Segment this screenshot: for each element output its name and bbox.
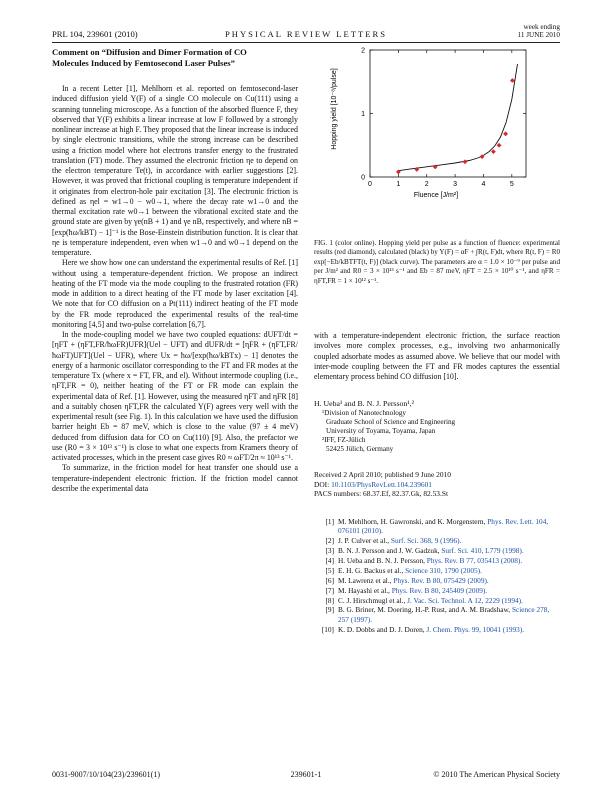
- figure-caption: FIG. 1 (color online). Hopping yield per pulse as a function of fluence: experimental results (red diamond), calculated (black) by Y(F) = αF + ∫R(t, F)dt, where R(t, F) = R0 exp[−Eb/kBTFT(t, F)] (black curve). The parameters are α = 1.0 × 10⁻⁹ per pulse and per J/m² and R0 = 3 × 10¹³ s⁻¹ and Eb = 87 meV, ηFT = 2.5 × 10¹⁰ s⁻¹, and ηFR = ηFT,FR = 1 × 10¹² s⁻¹.: [314, 239, 560, 285]
- reference-number: [5]: [325, 565, 334, 575]
- reference-item: [314, 625, 560, 634]
- reference-item: [314, 556, 560, 565]
- x-axis-label: Fluence [J/m²]: [413, 192, 459, 199]
- x-tick-label: 1: [396, 181, 401, 188]
- reference-number: [7]: [325, 585, 334, 595]
- figure-1-chart: [330, 44, 530, 204]
- reference-item: [314, 586, 560, 595]
- reference-list: [314, 517, 560, 635]
- reference-item: [314, 536, 560, 545]
- reference-number: [1]: [325, 517, 334, 526]
- reference-number: [4]: [325, 555, 334, 565]
- author-block: [314, 399, 560, 454]
- x-tick-label: 0: [368, 181, 372, 188]
- right-column: [314, 331, 560, 382]
- data-point: [463, 159, 468, 164]
- reference-authors: E. H. G. Backus et al.,: [338, 565, 404, 575]
- x-tick-label: 4: [481, 181, 486, 188]
- y-axis-label: Hopping yield [10⁻⁸/pulse]: [331, 68, 338, 150]
- reference-authors: M. Lawrenz et al.,: [338, 575, 392, 585]
- reference-item: [314, 596, 560, 605]
- reference-link[interactable]: Phys. Rev. B 77, 035413 (2008).: [426, 555, 523, 565]
- journal-name: PHYSICAL REVIEW LETTERS: [224, 29, 387, 39]
- paragraph: with a temperature-independent electronic friction, the surface reaction involves more complex processes, e.g., involving two anharmonically coupled adsorbate modes as assumed above. We believe that our model with inter-mode coupling between the FT and FR modes captures the essential elementary process behind CO diffusion [10].: [314, 331, 560, 381]
- reference-link[interactable]: J. Vac. Sci. Technol. A 12, 2229 (1994).: [407, 595, 523, 605]
- article-title: Comment on “Diffusion and Dimer Formation of CO Molecules Induced by Femtosecond Laser Pulses”: [52, 47, 247, 68]
- y-tick-label: 2: [361, 47, 365, 55]
- reference-authors: K. D. Dobbs and D. J. Doren,: [338, 624, 425, 634]
- data-point: [497, 143, 502, 148]
- author-names: H. Ueba¹ and B. N. J. Persson¹,²: [314, 399, 414, 408]
- publication-info: [314, 470, 560, 499]
- doi-line: DOI: 10.1103/PhysRevLett.104.239601: [314, 479, 432, 489]
- reference-number: [8]: [325, 595, 334, 605]
- reference-authors: M. Mehlhorn, H. Gawronski, and K. Morgenstern,: [338, 517, 486, 526]
- reference-link[interactable]: Phys. Rev. Lett. 104, 076101 (2010).: [338, 517, 549, 536]
- paragraph: To summarize, in the friction model for heat transfer one should use a temperature-independent electronic friction. If the friction model cannot describe the experimental data: [52, 463, 298, 493]
- data-point: [510, 78, 515, 83]
- journal-citation: PRL 104, 239601 (2010): [52, 29, 138, 39]
- y-tick-label: 0: [361, 174, 365, 182]
- reference-link[interactable]: Phys. Rev. B 80, 075429 (2009).: [393, 575, 489, 585]
- paragraph: In a recent Letter [1], Mehlhorn et al. reported on femtosecond-laser induced diffusion yield Y(F) of a single CO molecule on Cu(111) using a scanning tunneling microscope. As a function of the absorbed fluence F, they observed that Y(F) exhibits a linear increase at low F followed by a strongly nonlinear increase at high F. They proposed that the linear increase is induced by single electronic transitions, while the strong increase can be described using a friction model where hot electrons transfer energy to the frustrated translation (FT) mode. They assumed the electronic friction ηe to depend on the electron temperature Te(t), in accordance with earlier suggestions [2]. However, it was proved that frictional coupling is temperature independent if it originates from electron-hole pair excitation [3]. The electronic friction is defined as ηel = w1→0 − w0→1, where the decay rate w1→0 and the thermal excitation rate w0→1 between the vibrational excited state and the ground state are given by γe(nB + 1) and γe nB, respectively, and where nB = [exp(ħω/kBT) − 1]⁻¹ is the Bose-Einstein distribution function. It is clear that ηe is temperature independent, even when w1→0 and w0→1 depend on the temperature.: [52, 84, 298, 257]
- reference-link[interactable]: Surf. Sci. 410, L779 (1998).: [441, 546, 524, 556]
- x-tick-label: 2: [424, 181, 429, 188]
- paragraph: Here we show how one can understand the experimental results of Ref. [1] without using a temperature-dependent friction. We propose an indirect heating of the FT mode via the mode coupling to the frustrated rotation (FR) mode in addition to a direct heating of the FT mode by laser excitation [4]. We note that for CO diffusion on a Pt(111) indirect heating of the FT mode by the FR mode reproduced the experimental results of the real-time monitoring [4,5] and two-pulse correlation [6,7].: [52, 258, 298, 329]
- left-column: [52, 47, 298, 494]
- reference-item: [314, 576, 560, 585]
- running-header: [52, 23, 560, 43]
- reference-number: [3]: [325, 546, 334, 556]
- footer-code: 0031-9007/10/104(23)/239601(1): [52, 770, 160, 779]
- received-date: Received 2 April 2010; published 9 June 2010: [314, 470, 451, 479]
- reference-authors: B. G. Briner, M. Doering, H.-P. Rust, and A. M. Bradshaw,: [338, 605, 511, 615]
- copyright: © 2010 The American Physical Society: [433, 770, 560, 779]
- data-point: [491, 149, 496, 154]
- reference-authors: C. J. Hirschmugl et al.,: [338, 595, 406, 605]
- affiliation: ¹Division of Nanotechnology Graduate School of Science and Engineering University of Toyama, Toyama, Japan ²IFF, FZ-Jülich 52425 Jülich, Germany: [322, 409, 456, 453]
- reference-link[interactable]: Science 278, 257 (1997).: [338, 605, 550, 624]
- x-tick-label: 3: [453, 181, 458, 188]
- reference-authors: M. Hayashi et al.,: [338, 585, 390, 595]
- reference-link[interactable]: J. Chem. Phys. 99, 10041 (1993).: [426, 624, 525, 634]
- reference-item: [314, 517, 560, 536]
- plot-frame: [370, 50, 526, 177]
- calculated-curve: [398, 64, 517, 171]
- reference-link[interactable]: Surf. Sci. 368, 9 (1996).: [390, 536, 462, 546]
- reference-number: [10]: [321, 624, 334, 634]
- pacs-numbers: PACS numbers: 68.37.Ef, 82.37.Gk, 82.53.St: [314, 489, 449, 499]
- reference-link[interactable]: Science 310, 1790 (2005).: [405, 565, 482, 575]
- issue-date: week ending 11 JUNE 2010: [517, 23, 560, 39]
- paragraph: In the mode-coupling model we have two coupled equations: dUFT/dt = [ηFT + (ηFT,FR/ħωFR)UFR](Uel − UFT) and dUFR/dt = [ηFR + (ηFT,FR/ħωFT)UFT](Uel − UFR), where Ux = ħω/[exp(ħω/kBTx) − 1] denotes the energy of a harmonic oscillator corresponding to the FT and FR modes at the temperature Tx (where x = FT, FR, and el). Without intermode coupling (i.e., ηFT,FR = 0), neither heating of the FT or FR mode can explain the experimental data of Ref. [1]. However, using the measured ηFT and ηFR [8] and a suitably chosen ηFT,FR the calculated Y(F) agrees very well with the experimental result (see Fig. 1). In this calculation we have used the diffusion barrier height Eb = 87 meV, which is close to the value (97 ± 4 meV) deduced from diffusion data for CO on Cu(110) [9]. Also, the prefactor we use (R0 = 3 × 10¹³ s⁻¹) is close to what one expects from Kramers theory of activated processes, which in the present case gives R0 ≈ ωFT/2π ≈ 10¹³ s⁻¹.: [52, 330, 298, 462]
- reference-item: [314, 566, 560, 575]
- reference-number: [9]: [325, 605, 334, 615]
- reference-link[interactable]: Phys. Rev. B 80, 245409 (2009).: [391, 585, 488, 595]
- header-rule: [52, 42, 560, 43]
- reference-authors: B. N. J. Persson and J. W. Gadzuk,: [338, 546, 440, 556]
- reference-item: [314, 546, 560, 555]
- page-number: 239601-1: [290, 770, 322, 779]
- x-tick-label: 5: [509, 181, 514, 188]
- data-point: [503, 131, 508, 136]
- doi-link[interactable]: 10.1103/PhysRevLett.104.239601: [331, 479, 432, 489]
- reference-item: [314, 605, 560, 624]
- reference-number: [2]: [325, 536, 334, 546]
- reference-authors: J. P. Culver et al.,: [338, 536, 390, 546]
- reference-authors: H. Ueba and B. N. J. Persson,: [338, 555, 425, 565]
- y-tick-label: 1: [361, 111, 365, 118]
- reference-number: [6]: [325, 575, 334, 585]
